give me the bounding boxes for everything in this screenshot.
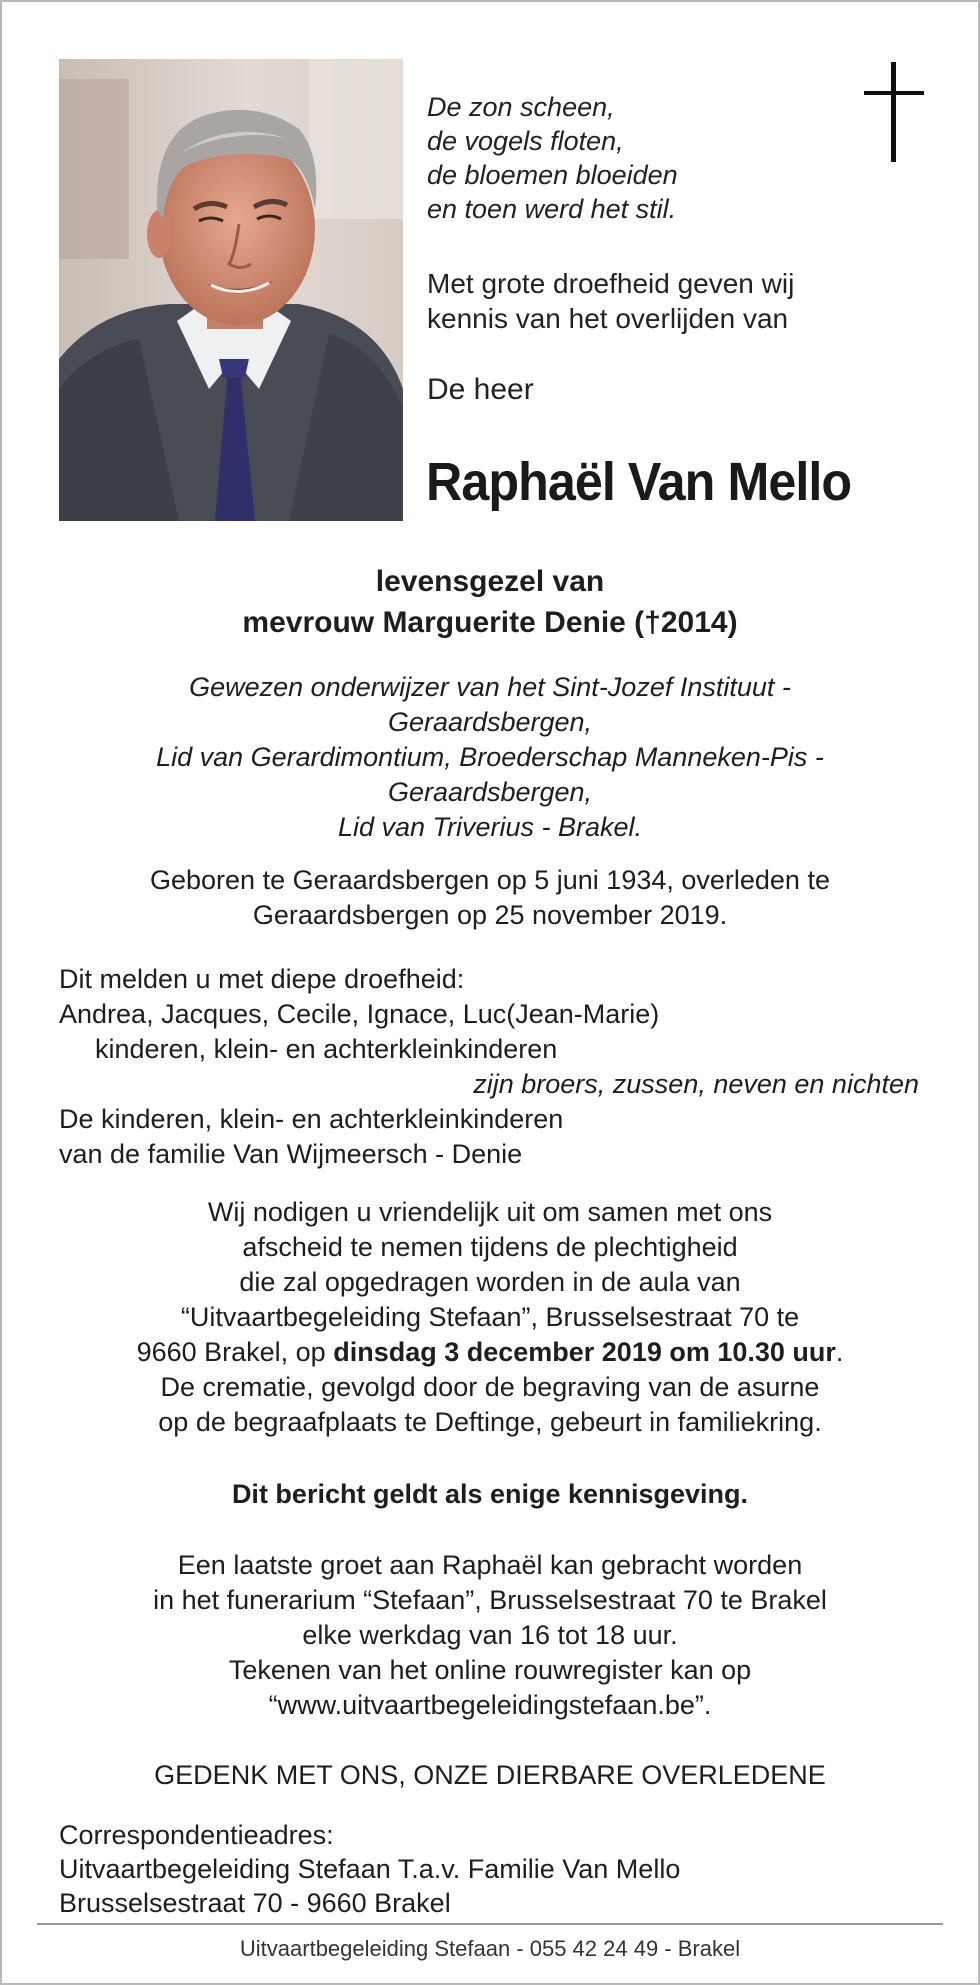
intro-line: Met grote droefheid geven wij bbox=[427, 268, 795, 299]
birth-death-info bbox=[42, 863, 938, 933]
family-line: Andrea, Jacques, Cecile, Ignace, Luc(Jean-Marie) bbox=[59, 999, 660, 1029]
invitation-line: op de begraafplaats te Deftinge, gebeurt in familiekring. bbox=[158, 1407, 822, 1437]
portrait-photo bbox=[59, 59, 403, 521]
deceased-name: Raphaël Van Mello bbox=[426, 452, 852, 512]
intro-line: kennis van het overlijden van bbox=[427, 303, 789, 334]
partner-line: levensgezel van bbox=[375, 565, 605, 598]
correspondence-line: Brusselsestraat 70 - 9660 Brakel bbox=[59, 1888, 451, 1918]
poem-line: De zon scheen, bbox=[427, 92, 615, 122]
honorific: De heer bbox=[427, 373, 534, 406]
cross-icon bbox=[864, 62, 924, 162]
poem-line: de vogels floten, bbox=[427, 126, 624, 156]
career-line: Gewezen onderwijzer van het Sint-Jozef Instituut - bbox=[189, 672, 791, 702]
invitation-line: Wij nodigen u vriendelijk uit om samen met ons bbox=[207, 1197, 773, 1227]
visitation-line: Een laatste groet aan Raphaël kan gebracht worden bbox=[177, 1550, 803, 1580]
invitation-text: 9660 Brakel, op bbox=[136, 1337, 334, 1367]
birth-death-line: Geboren te Geraardsbergen op 5 juni 1934, overleden te bbox=[150, 865, 830, 895]
birth-death-line: Geraardsbergen op 25 november 2019. bbox=[252, 900, 728, 930]
intro-text bbox=[427, 266, 867, 336]
family-line: kinderen, klein- en achterkleinkinderen bbox=[95, 1034, 558, 1064]
invitation-line: De crematie, gevolgd door de begraving van de asurne bbox=[160, 1372, 820, 1402]
visitation-line: in het funerarium “Stefaan”, Brusselsestraat 70 te Brakel bbox=[153, 1585, 827, 1615]
poem bbox=[427, 90, 847, 226]
footer-contact: Uitvaartbegeleiding Stefaan - 055 42 24 49 - Brakel bbox=[239, 1936, 741, 1961]
portrait-illustration bbox=[59, 59, 403, 521]
visitation-line: Tekenen van het online rouwregister kan op bbox=[228, 1655, 752, 1685]
invitation-line bbox=[42, 1335, 938, 1370]
visitation-info bbox=[42, 1548, 938, 1723]
poem-line: de bloemen bloeiden bbox=[427, 160, 678, 190]
career-line: Geraardsbergen, bbox=[387, 777, 593, 807]
correspondence-address bbox=[59, 1818, 680, 1920]
poem-line: en toen werd het stil. bbox=[427, 194, 677, 224]
ceremony-date: dinsdag 3 december 2019 om 10.30 uur bbox=[333, 1337, 836, 1367]
family-line: Dit melden u met diepe droefheid: bbox=[59, 964, 465, 994]
correspondence-line: Correspondentieadres: bbox=[59, 1820, 334, 1850]
career-line: Geraardsbergen, bbox=[387, 707, 593, 737]
career-line: Lid van Gerardimontium, Broederschap Manneken-Pis - bbox=[156, 742, 824, 772]
career-info bbox=[42, 670, 938, 845]
visitation-line: “www.uitvaartbegeleidingstefaan.be”. bbox=[268, 1690, 712, 1720]
invitation-text: . bbox=[835, 1337, 844, 1367]
partner-info bbox=[42, 561, 938, 643]
invitation-line: die zal opgedragen worden in de aula van bbox=[239, 1267, 741, 1297]
career-line: Lid van Triverius - Brakel. bbox=[337, 812, 643, 842]
family-line: zijn broers, zussen, neven en nichten bbox=[473, 1069, 919, 1099]
remembrance-line: GEDENK MET ONS, ONZE DIERBARE OVERLEDENE bbox=[154, 1760, 826, 1790]
family-line: van de familie Van Wijmeersch - Denie bbox=[59, 1139, 523, 1169]
invitation-line: afscheid te nemen tijdens de plechtigheid bbox=[242, 1232, 738, 1262]
partner-line: mevrouw Marguerite Denie (†2014) bbox=[242, 606, 738, 639]
correspondence-line: Uitvaartbegeleiding Stefaan T.a.v. Familie Van Mello bbox=[59, 1854, 681, 1884]
ceremony-invitation bbox=[42, 1195, 938, 1440]
visitation-line: elke werkdag van 16 tot 18 uur. bbox=[302, 1620, 678, 1650]
family-announcement bbox=[59, 962, 929, 1172]
invitation-line: “Uitvaartbegeleiding Stefaan”, Brusselsestraat 70 te bbox=[180, 1302, 800, 1332]
family-line: De kinderen, klein- en achterkleinkinderen bbox=[59, 1104, 564, 1134]
sole-notice: Dit bericht geldt als enige kennisgeving. bbox=[231, 1479, 749, 1509]
footer-divider bbox=[37, 1923, 943, 1925]
